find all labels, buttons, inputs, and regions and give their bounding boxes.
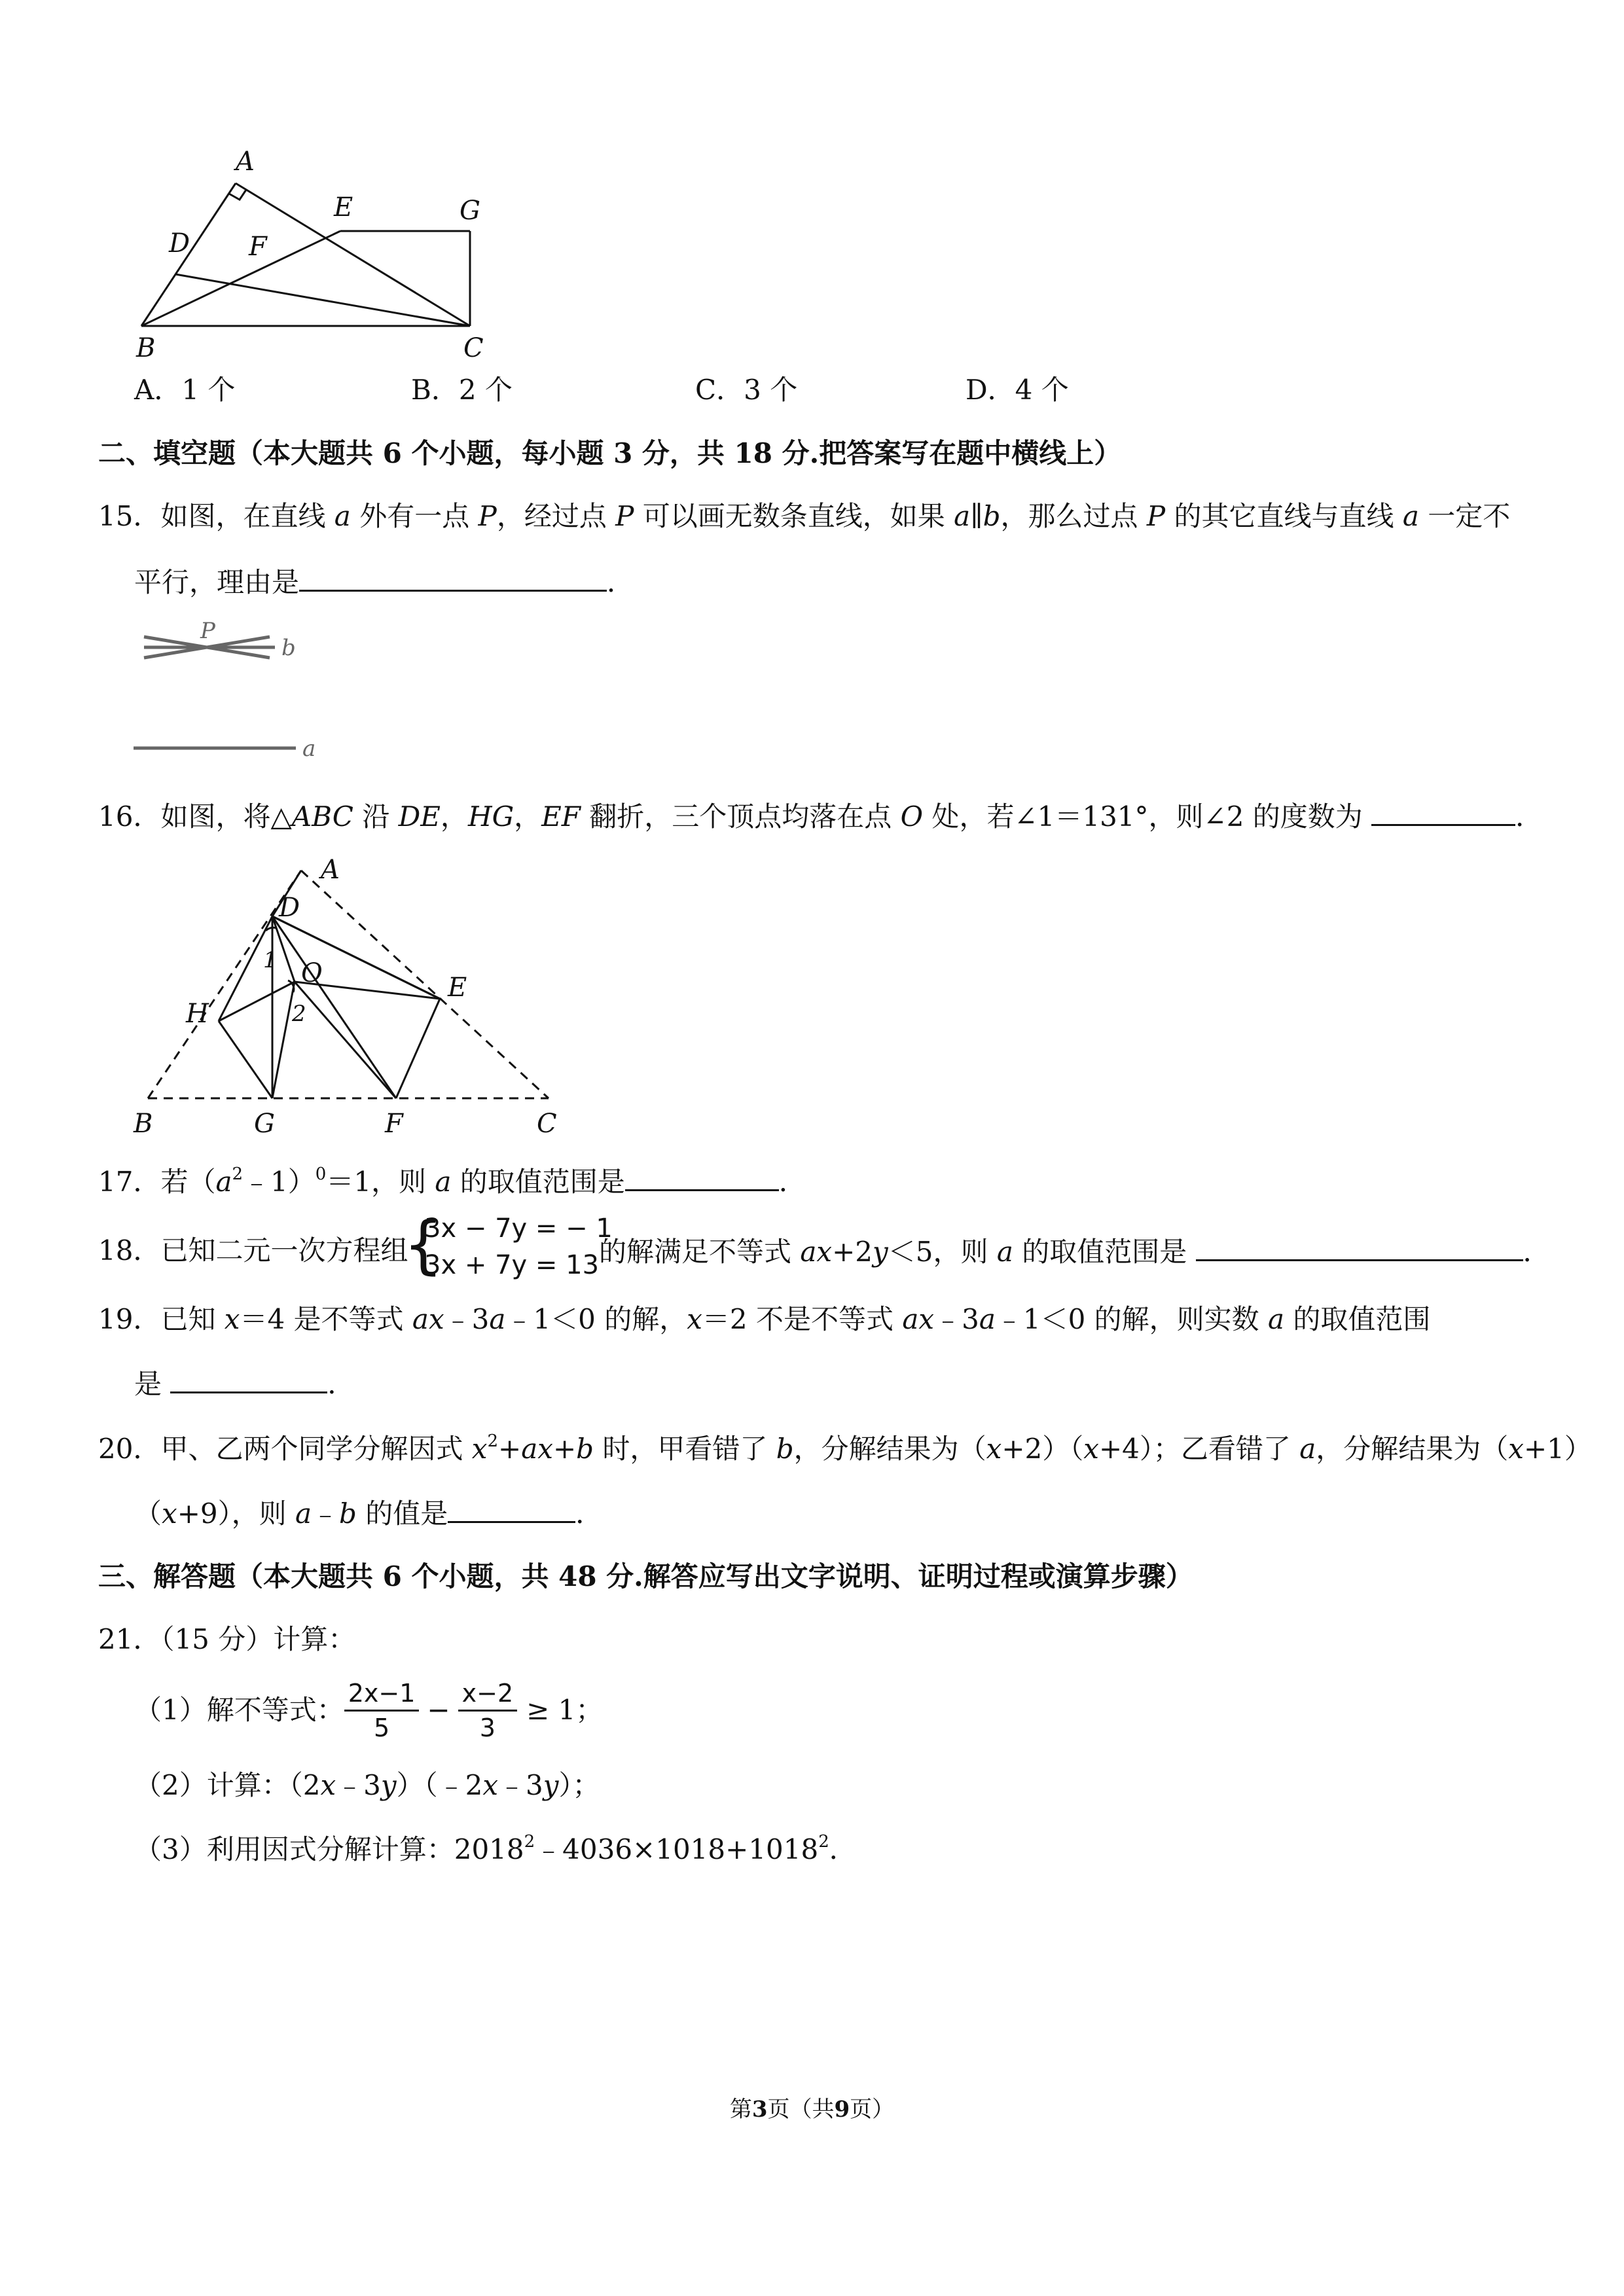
option-d: D．4 个 xyxy=(965,374,1069,406)
question-21-part-2: （2）计算：（2x﹣3y）（﹣2x﹣3y）； xyxy=(134,1769,600,1801)
answer-blank-20[interactable] xyxy=(448,1499,575,1523)
question-17: 17．若$(a^2﹣1)^0=1$，则 a 的取值范围是 ． xyxy=(98,1164,806,1198)
figure-q16 xyxy=(124,851,583,1142)
label-B: B xyxy=(134,1109,153,1139)
figure-q15 xyxy=(124,619,347,762)
answer-blank-15[interactable] xyxy=(299,567,607,592)
label-C: C xyxy=(537,1109,557,1139)
label-D: D xyxy=(169,228,190,259)
fraction-2: $\frac{x-2}{3}$ xyxy=(458,1681,518,1740)
option-b: B．2 个 xyxy=(411,374,513,406)
question-16: 16．如图，将△ABC 沿 DE，HG，EF 翻折，三个顶点均落在点 O 处，若∠1＝131°，则∠2 的度数为 ． xyxy=(98,800,1543,833)
question-21-part-3: （3）利用因式分解计算：$2018^2﹣4036\times 1018+1018^2$． xyxy=(134,1832,857,1865)
label-F: F xyxy=(385,1109,403,1139)
label-B: B xyxy=(136,333,156,363)
angle-1-label: 1 xyxy=(263,947,278,973)
label-A: A xyxy=(236,147,255,177)
question-20-line-1: 20．甲、乙两个同学分解因式 $x^2+ax+b$ 时，甲看错了 b，分解结果为（x+2）（x+4）；乙看错了 a，分解结果为（x+1） xyxy=(98,1431,1592,1465)
question-15-line-1: 15．如图，在直线 a 外有一点 P，经过点 P 可以画无数条直线，如果 a∥b，那么过点 P 的其它直线与直线 a 一定不 xyxy=(98,500,1511,532)
label-b: b xyxy=(281,635,296,661)
answer-blank-17[interactable] xyxy=(625,1167,779,1191)
question-19-line-1: 19．已知 x＝4 是不等式 ax﹣3a﹣1＜0 的解，x＝2 不是不等式 ax﹣3a﹣1＜0 的解，则实数 a 的取值范围 xyxy=(98,1303,1431,1335)
label-a: a xyxy=(302,736,316,762)
label-E: E xyxy=(448,973,467,1003)
equation-1: 3x − 7y = − 1 xyxy=(424,1213,613,1244)
label-F: F xyxy=(249,232,267,262)
brace: { xyxy=(403,1208,444,1282)
label-G: G xyxy=(460,196,480,226)
answer-blank-18[interactable] xyxy=(1196,1237,1523,1261)
answer-blank-19[interactable] xyxy=(170,1369,327,1393)
question-15-line-2: 平行，理由是 ． xyxy=(134,566,635,598)
option-c: C．3 个 xyxy=(695,374,798,406)
answer-blank-16[interactable] xyxy=(1371,802,1515,826)
label-A: A xyxy=(321,855,340,885)
label-C: C xyxy=(463,333,484,363)
question-20-line-2: （x+9），则 a﹣b 的值是 ． xyxy=(134,1498,604,1530)
question-21-title: 21．（15 分）计算： xyxy=(98,1623,356,1655)
section-heading-fill-in: 二、填空题（本大题共 6 个小题，每小题 3 分，共 18 分.把答案写在题中横线上） xyxy=(98,437,1122,469)
equation-2: 3x + 7y = 13 xyxy=(424,1250,600,1280)
label-G: G xyxy=(254,1109,275,1139)
option-a: A．1 个 xyxy=(134,374,236,406)
label-O: O xyxy=(301,958,323,988)
label-E: E xyxy=(334,192,353,223)
question-21-part-1: （1）解不等式： $\frac{2x-1}{5}$ − $\frac{x-2}{3}$ ≥ 1； xyxy=(134,1678,604,1742)
section-heading-solve: 三、解答题（本大题共 6 个小题，共 48 分.解答应写出文字说明、证明过程或演算步骤） xyxy=(98,1560,1193,1592)
question-19-line-2: 是 ． xyxy=(134,1368,355,1400)
label-H: H xyxy=(186,999,209,1029)
figure-q14 xyxy=(118,131,511,367)
label-D: D xyxy=(279,893,300,923)
fraction-1: $\frac{2x-1}{5}$ xyxy=(344,1681,420,1740)
question-18-prefix: 18．已知二元一次方程组 xyxy=(98,1234,408,1266)
angle-2-label: 2 xyxy=(292,1001,306,1027)
label-P: P xyxy=(200,619,215,644)
page-footer: 第3页（共9页） xyxy=(729,2096,895,2123)
question-18-suffix: 的解满足不等式 ax+2y＜5，则 a 的取值范围是 ． xyxy=(599,1236,1551,1268)
